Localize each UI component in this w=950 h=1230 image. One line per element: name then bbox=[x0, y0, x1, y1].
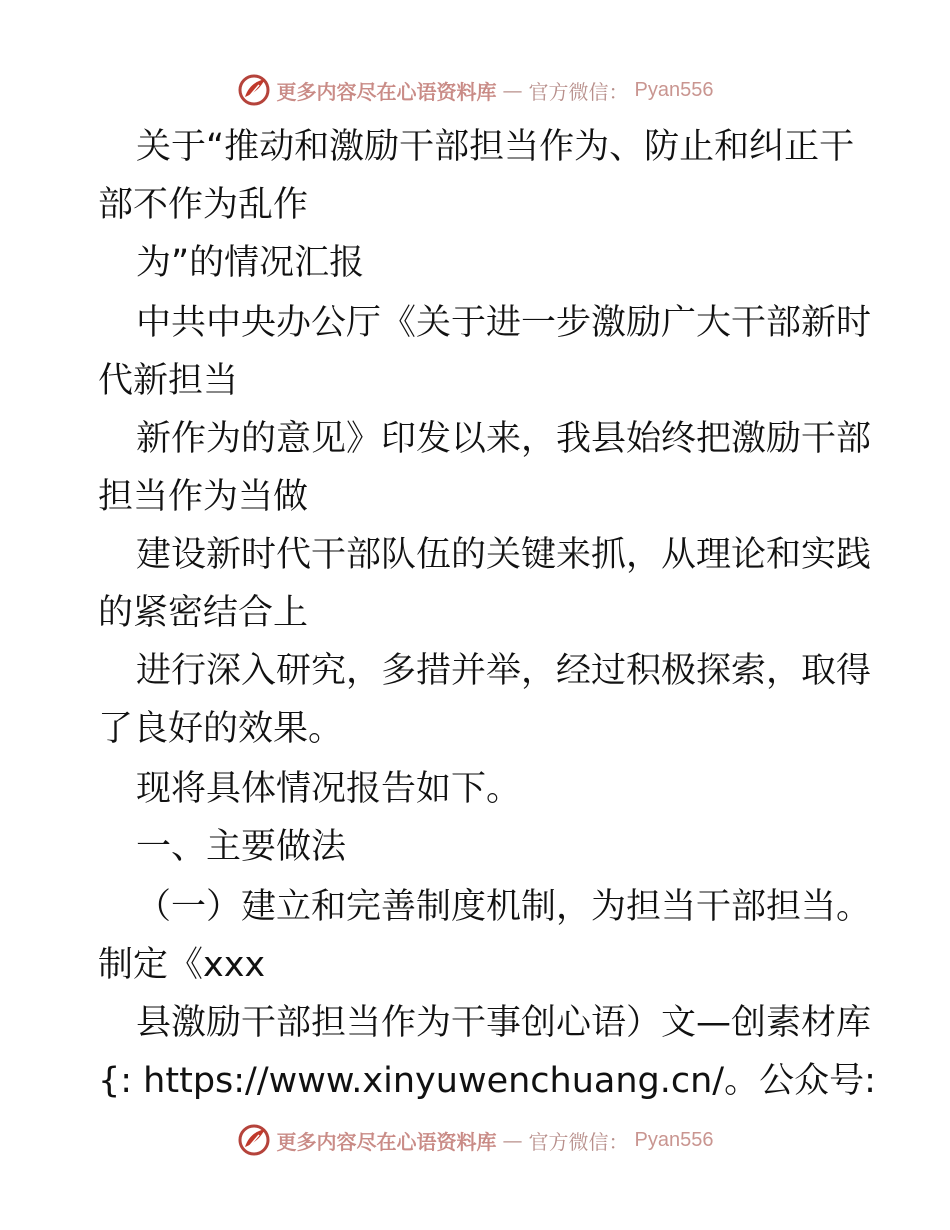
banner-dash: — bbox=[502, 78, 523, 102]
leaf-pen-icon bbox=[237, 73, 271, 107]
banner-official-label: 官方微信： bbox=[528, 1129, 629, 1154]
document-line: 中共中央办公厅《关于进一步激励广大干部新时 bbox=[136, 303, 872, 343]
banner-wechat-id: Pyan556 bbox=[634, 1128, 714, 1151]
document-line: （一）建立和完善制度机制，为担当干部担当。 bbox=[136, 887, 872, 927]
document-line: 为”的情况汇报 bbox=[136, 243, 365, 283]
document-line: {: https://www.xinyuwenchuang.cn/。公众号: bbox=[98, 1061, 876, 1101]
banner-dash: — bbox=[502, 1128, 523, 1152]
document-line: 建设新时代干部队伍的关键来抓，从理论和实践 bbox=[136, 535, 872, 575]
document-line: 现将具体情况报告如下。 bbox=[136, 769, 522, 809]
document-line: 进行深入研究，多措并举，经过积极探索，取得 bbox=[136, 651, 872, 691]
banner-content bbox=[237, 73, 714, 107]
banner-main-text: 更多内容尽在心语资料库 bbox=[276, 79, 497, 104]
document-line: 部不作为乱作 bbox=[98, 185, 309, 225]
document-line: 一、主要做法 bbox=[136, 827, 347, 867]
banner-main-text: 更多内容尽在心语资料库 bbox=[276, 1129, 497, 1154]
document-line: 制定《xxx bbox=[98, 945, 266, 985]
document-line: 的紧密结合上 bbox=[98, 593, 309, 633]
leaf-pen-icon bbox=[237, 1123, 271, 1157]
banner-wechat-id: Pyan556 bbox=[634, 78, 714, 101]
document-line: 担当作为当做 bbox=[98, 477, 309, 517]
document-line: 县激励干部担当作为干事创心语）文—创素材库 bbox=[136, 1003, 872, 1043]
banner-official-label: 官方微信： bbox=[528, 79, 629, 104]
banner-content bbox=[237, 1123, 714, 1157]
document-line: 新作为的意见》印发以来，我县始终把激励干部 bbox=[136, 419, 872, 459]
document-line: 代新担当 bbox=[98, 361, 239, 401]
footer-watermark-banner bbox=[0, 1120, 950, 1160]
header-watermark-banner bbox=[0, 70, 950, 110]
document-line: 了良好的效果。 bbox=[98, 709, 344, 749]
document-line: 关于“推动和激励干部担当作为、防止和纠正干 bbox=[136, 127, 855, 167]
